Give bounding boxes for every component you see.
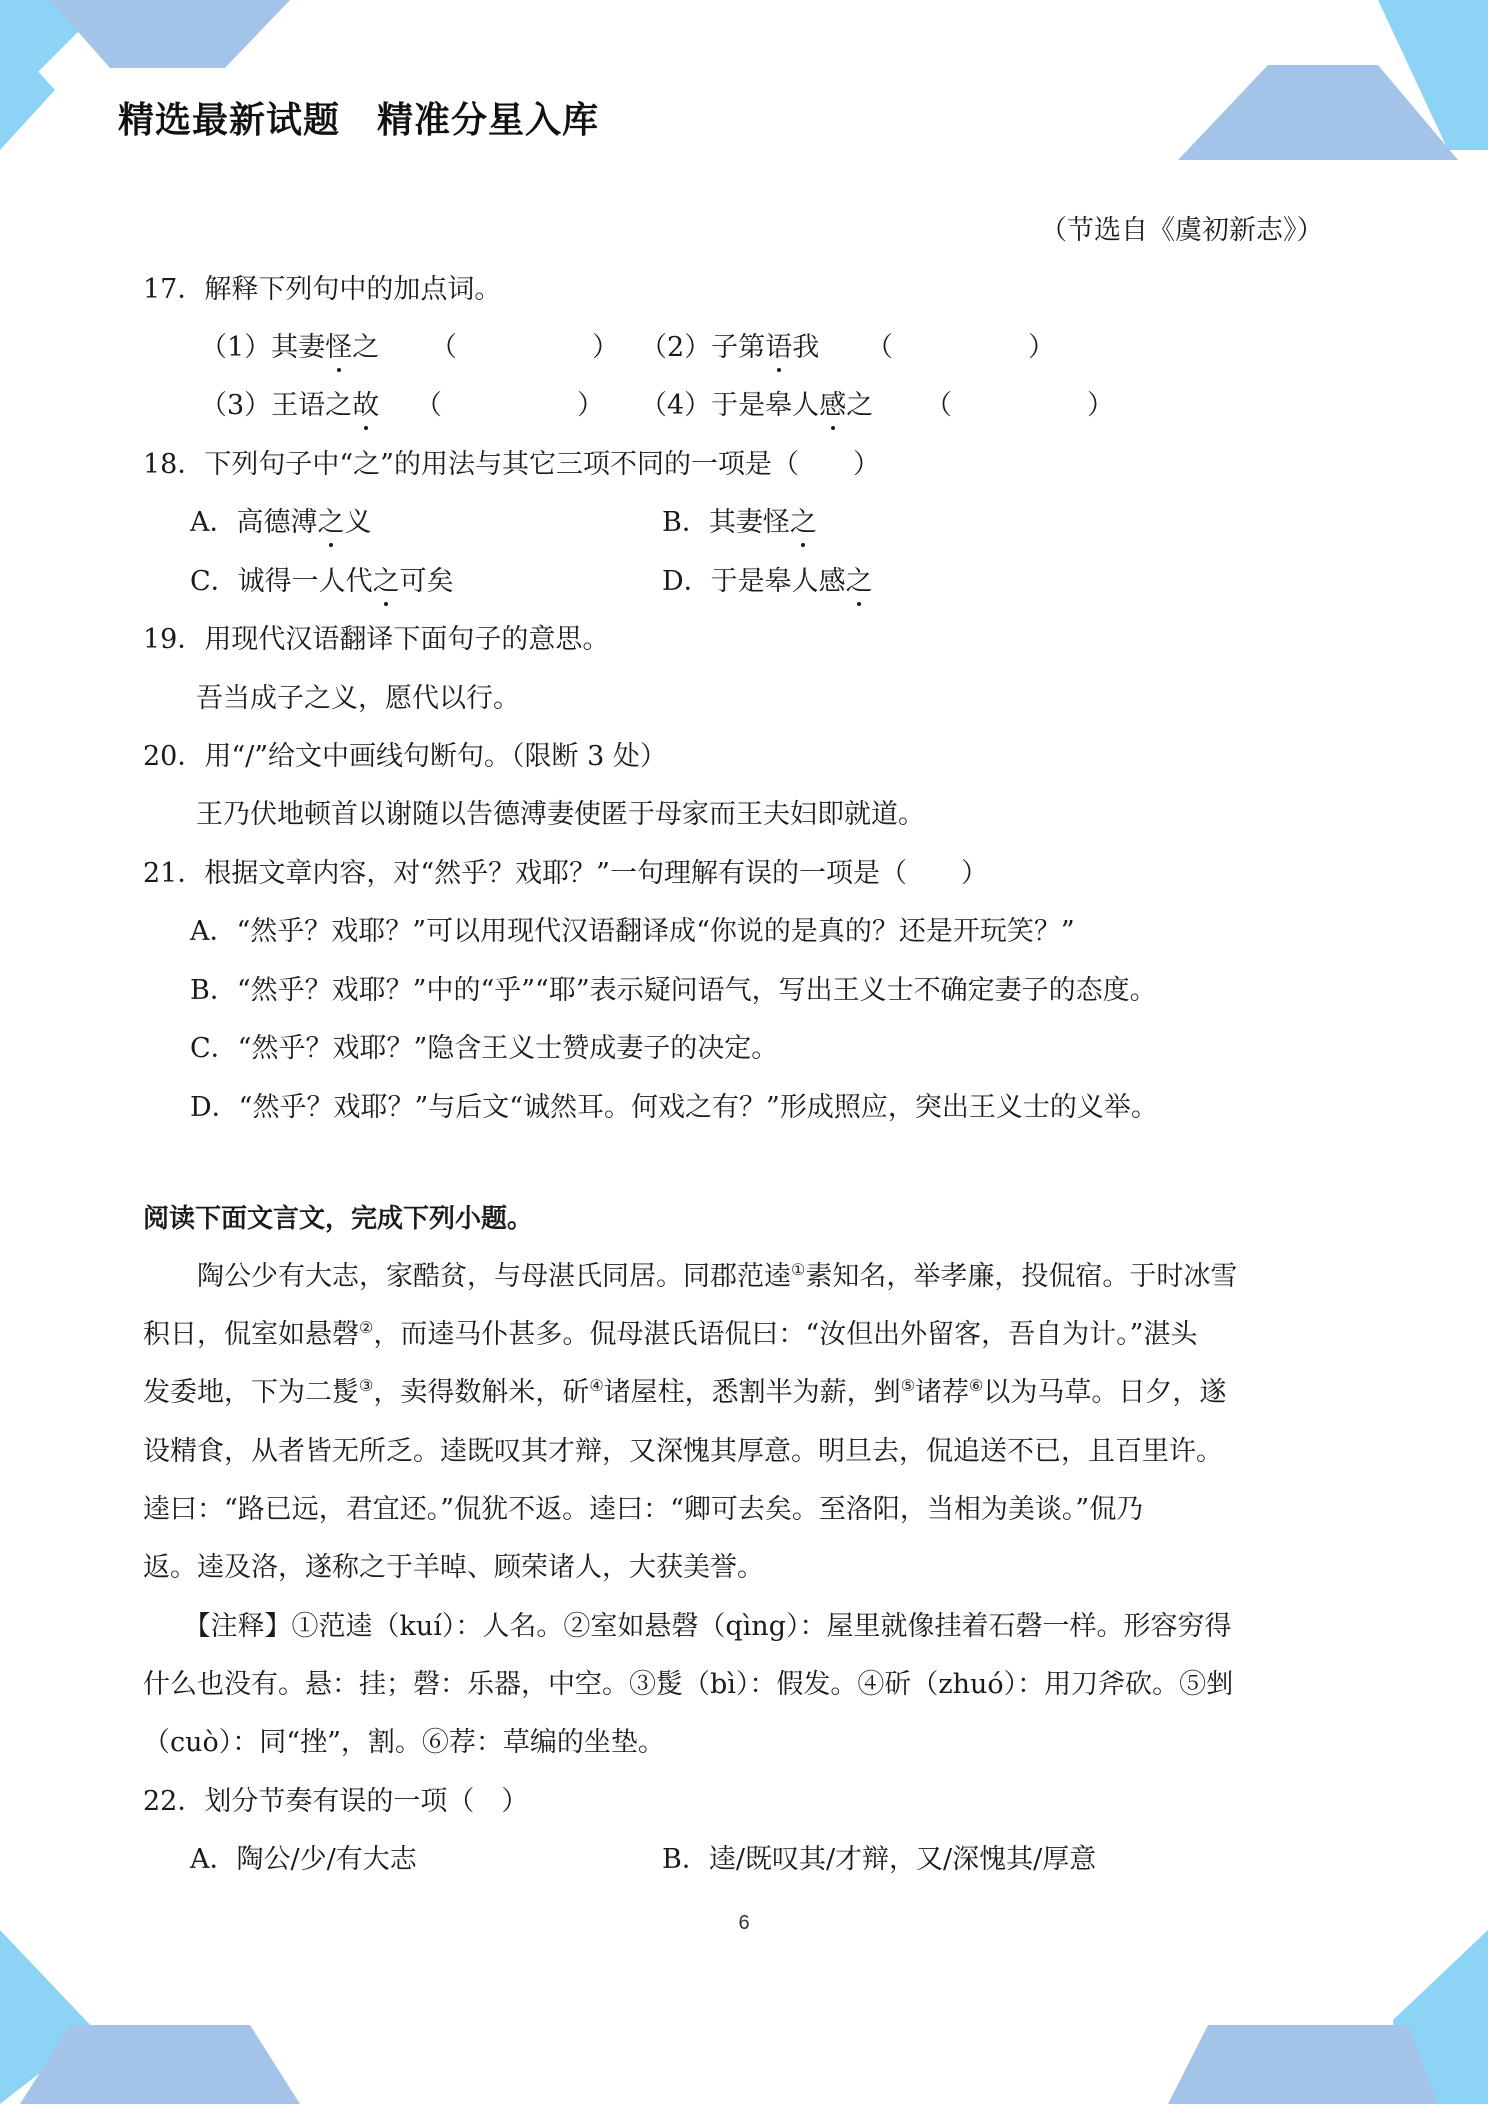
header-title: 精选最新试题 精准分星入库 bbox=[118, 100, 600, 141]
passage-line-1: 陶公少有大志，家酷贫，与母湛氏同居。同郡范逵①素知名，举孝廉，投侃宿。于时冰雪 bbox=[143, 1260, 1238, 1292]
notes-line-3: （cuò）：同“挫”，割。⑥荐：草编的坐垫。 bbox=[143, 1727, 665, 1758]
q21-option-a[interactable]: A．“然乎？戏耶？”可以用现代汉语翻译成“你说的是真的？还是开玩笑？” bbox=[190, 916, 1075, 947]
q20-sentence: 王乃伏地顿首以谢随以告德溥妻使匿于母家而王夫妇即就道。 bbox=[196, 799, 925, 830]
q19-sentence: 吾当成子之义，愿代以行。 bbox=[196, 683, 520, 714]
q17-blank-3[interactable]: （ ） bbox=[415, 390, 604, 421]
question-21-stem: 21．根据文章内容，对“然乎？戏耶？”一句理解有误的一项是（ ） bbox=[143, 858, 988, 889]
q17-blank-4[interactable]: （ ） bbox=[925, 390, 1114, 421]
source-note: （节选自《虞初新志》） bbox=[1040, 215, 1324, 246]
bottom-left-decoration bbox=[0, 1930, 320, 2104]
passage-line-5: 逵曰：“路已远，君宜还。”侃犹不返。逵曰：“卿可去矣。至洛阳，当相为美谈。”侃乃 bbox=[143, 1494, 1144, 1525]
q22-option-a[interactable]: A．陶公/少/有大志 bbox=[190, 1844, 417, 1875]
q18-option-a[interactable]: A．高德溥之义 bbox=[190, 503, 372, 543]
q17-item-1: （1）其妻怪之 bbox=[200, 328, 379, 368]
q18-option-c[interactable]: C．诚得一人代之可矣 bbox=[190, 562, 454, 602]
question-20-stem: 20．用“/”给文中画线句断句。（限断 3 处） bbox=[143, 741, 667, 772]
passage-line-2: 积日，侃室如悬磬②，而逵马仆甚多。侃母湛氏语侃曰：“汝但出外留客，吾自为计。”湛头 bbox=[143, 1318, 1198, 1350]
question-18-stem: 18．下列句子中“之”的用法与其它三项不同的一项是（ ） bbox=[143, 449, 880, 480]
q22-option-b[interactable]: B．逵/既叹其/才辩，又/深愧其/厚意 bbox=[662, 1844, 1097, 1875]
question-22-stem: 22．划分节奏有误的一项（ ） bbox=[143, 1786, 529, 1817]
passage-line-3: 发委地，下为二髲③，卖得数斛米，斫④诸屋柱，悉割半为薪，剉⑤诸荐⑥以为马草。日夕，遂 bbox=[143, 1376, 1227, 1408]
q18-option-d[interactable]: D．于是皋人感之 bbox=[662, 562, 873, 602]
notes-line-1: 【注释】①范逵（kuí）：人名。②室如悬磬（qìng）：屋里就像挂着石磬一样。形容穷得 bbox=[143, 1611, 1232, 1642]
passage-line-6: 返。逵及洛，遂称之于羊晫、顾荣诸人，大获美誉。 bbox=[143, 1552, 764, 1583]
q17-item-4: （4）于是皋人感之 bbox=[640, 386, 873, 426]
q21-option-b[interactable]: B．“然乎？戏耶？”中的“乎”“耶”表示疑问语气，写出王义士不确定妻子的态度。 bbox=[190, 975, 1157, 1006]
question-17-stem: 17．解释下列句中的加点词。 bbox=[143, 274, 502, 305]
top-left-decoration bbox=[0, 0, 300, 170]
q17-item-2: （2）子第语我 bbox=[640, 328, 819, 368]
bottom-right-decoration bbox=[1168, 1930, 1488, 2104]
page-number: 6 bbox=[738, 1912, 750, 1934]
passage-line-4: 设精食，从者皆无所乏。逵既叹其才辩，又深愧其厚意。明旦去，侃追送不已，且百里许。 bbox=[143, 1436, 1223, 1467]
q21-option-c[interactable]: C．“然乎？戏耶？”隐含王义士赞成妻子的决定。 bbox=[190, 1033, 779, 1064]
q18-option-b[interactable]: B．其妻怪之 bbox=[662, 503, 817, 543]
q17-blank-2[interactable]: （ ） bbox=[866, 332, 1055, 363]
question-19-stem: 19．用现代汉语翻译下面句子的意思。 bbox=[143, 624, 610, 655]
q17-item-3: （3）王语之故 bbox=[200, 386, 379, 426]
notes-line-2: 什么也没有。悬：挂；磬：乐器，中空。③髲（bì）：假发。④斫（zhuó）：用刀斧砍。⑤剉 bbox=[143, 1669, 1234, 1700]
reading-heading: 阅读下面文言文，完成下列小题。 bbox=[143, 1204, 534, 1234]
top-right-decoration bbox=[1168, 0, 1488, 170]
q21-option-d[interactable]: D．“然乎？戏耶？”与后文“诚然耳。何戏之有？”形成照应，突出王义士的义举。 bbox=[190, 1092, 1158, 1123]
q17-blank-1[interactable]: （ ） bbox=[430, 332, 619, 363]
